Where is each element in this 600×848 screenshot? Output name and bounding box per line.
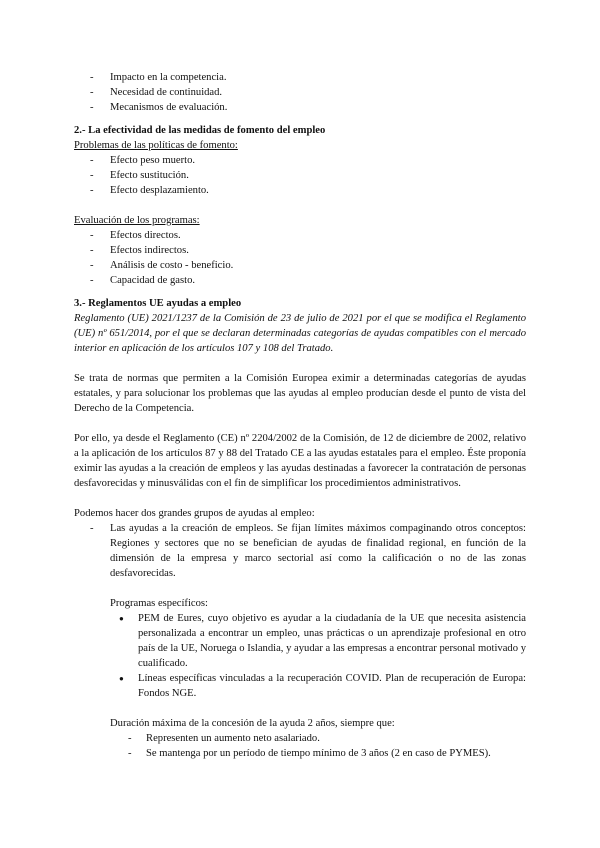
programs-list bbox=[110, 611, 526, 701]
list-item: - Las ayudas a la creación de empleos. Se fijan límites máximos compaginando otros conceptos: Regiones y sectores que no se benefician de ayudas de finalidad regional, en función de la dimensión de la empresa y marco sectorial así como la calificación o no de las zonas desfavorecidas. bbox=[74, 521, 526, 581]
list-item: - Mecanismos de evaluación. bbox=[74, 100, 526, 115]
document-page bbox=[74, 70, 526, 761]
paragraph-3: Podemos hacer dos grandes grupos de ayudas al empleo: bbox=[74, 508, 315, 519]
list-item: - Efecto peso muerto. bbox=[74, 153, 526, 168]
list-item: - Capacidad de gasto. bbox=[74, 273, 526, 288]
list-item: - Se mantenga por un período de tiempo mínimo de 3 años (2 en caso de PYMES). bbox=[74, 746, 526, 761]
list-item: ● Líneas específicas vinculadas a la recuperación COVID. Plan de recuperación de Europa: Fondos NGE. bbox=[110, 671, 526, 701]
section-3-heading: 3.- Reglamentos UE ayudas a empleo bbox=[74, 298, 242, 309]
evaluation-label: Evaluación de los programas: bbox=[74, 215, 200, 226]
list-item: - Necesidad de continuidad. bbox=[74, 85, 526, 100]
list-item: - Impacto en la competencia. bbox=[74, 70, 526, 85]
list-item: - Efectos directos. bbox=[74, 228, 526, 243]
top-dash-list bbox=[74, 70, 526, 115]
duration-list bbox=[74, 731, 526, 761]
regulation-reference: Reglamento (UE) 2021/1237 de la Comisión de 23 de julio de 2021 por el que se modifica el Reglamento (UE) nº 651/2014, por el que se declaran determinadas categorías de ayudas compatibles con el mercado interior en aplicación de los artículos 107 y 108 del Tratado. bbox=[74, 313, 526, 354]
duration-label: Duración máxima de la concesión de la ayuda 2 años, siempre que: bbox=[110, 718, 395, 729]
programs-label: Programas específicos: bbox=[110, 598, 208, 609]
aid-groups-list bbox=[74, 521, 526, 581]
list-item: - Análisis de costo - beneficio. bbox=[74, 258, 526, 273]
paragraph-1: Se trata de normas que permiten a la Comisión Europea eximir a determinadas categorías de ayudas estatales, y para solucionar los problemas que las ayudas al empleo producían desde el punto de vista del Derecho de la Competencia. bbox=[74, 373, 526, 414]
evaluation-list bbox=[74, 228, 526, 288]
list-item: - Efectos indirectos. bbox=[74, 243, 526, 258]
list-item: - Efecto desplazamiento. bbox=[74, 183, 526, 198]
list-item: ● PEM de Eures, cuyo objetivo es ayudar a la ciudadanía de la UE que necesita asistencia personalizada a encontrar un empleo, unas prácticas o un aprendizaje profesional en otro país de la UE, Noruega o Islandia, y ayudar a las empresas a encontrar personal motivado y cualificado. bbox=[110, 611, 526, 671]
problems-list bbox=[74, 153, 526, 198]
list-item: - Efecto sustitución. bbox=[74, 168, 526, 183]
list-item: - Representen un aumento neto asalariado. bbox=[74, 731, 526, 746]
problems-label: Problemas de las políticas de fomento: bbox=[74, 140, 238, 151]
paragraph-2: Por ello, ya desde el Reglamento (CE) nº 2204/2002 de la Comisión, de 12 de diciembre de 2002, relativo a la aplicación de los artículos 87 y 88 del Tratado CE a las ayudas estatales para el empleo. Éste proponía eximir las ayudas a la creación de empleos y las ayudas destinadas a favorecer la contratación de personas desfavorecidas y minusválidas con el fin de simplificar los procedimientos administrativos. bbox=[74, 433, 526, 489]
section-2-heading: 2.- La efectividad de las medidas de fomento del empleo bbox=[74, 125, 326, 136]
